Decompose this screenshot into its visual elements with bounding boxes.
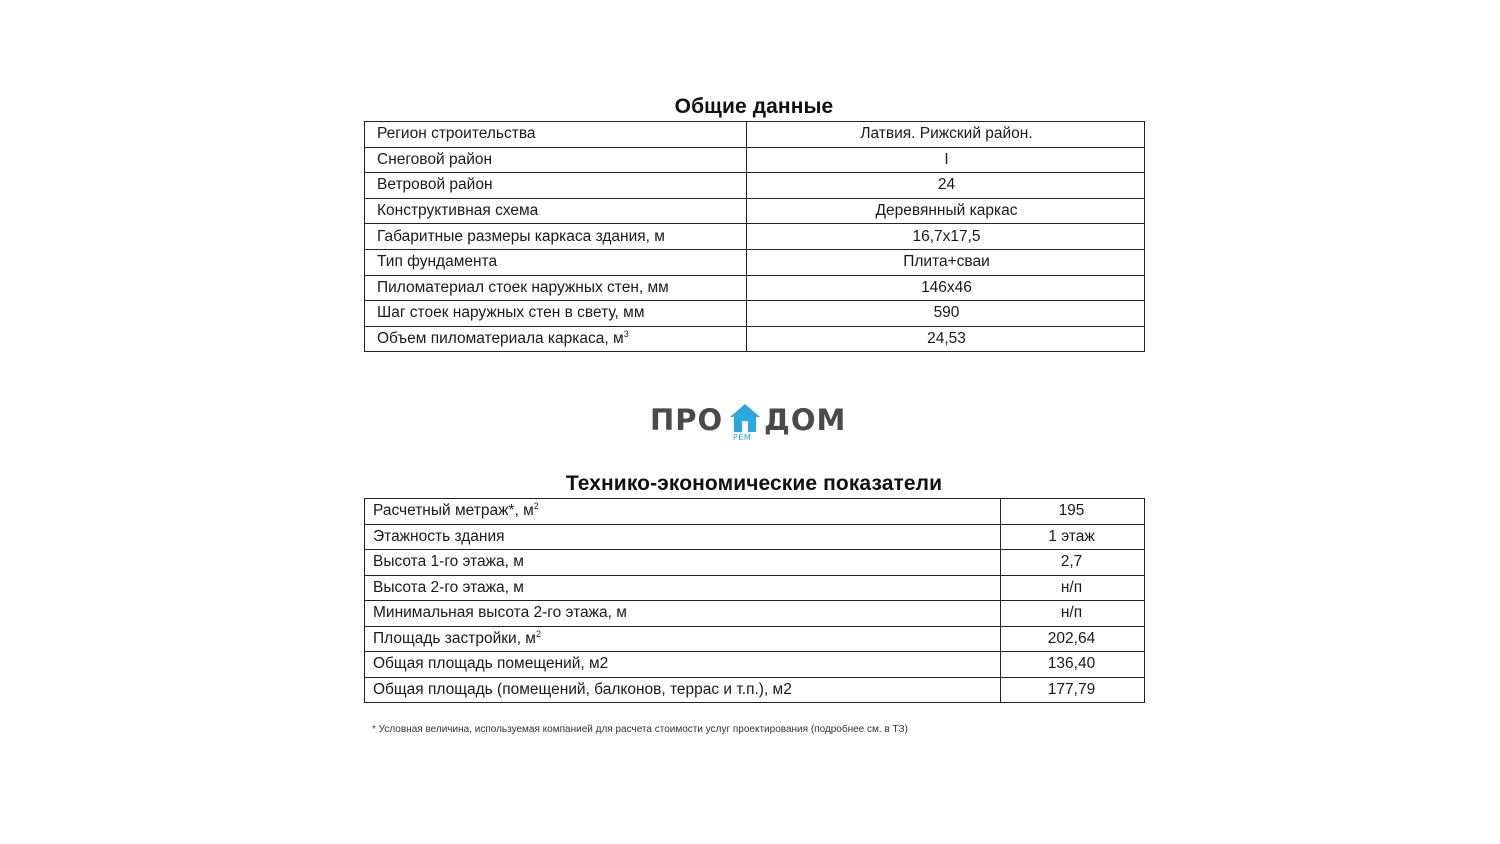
- row-label: Ветровой район: [365, 173, 747, 199]
- row-value: I: [747, 147, 1145, 173]
- table-row: [365, 249, 1145, 275]
- row-label: Тип фундамента: [365, 249, 747, 275]
- table-row: [365, 677, 1145, 703]
- row-label: Общая площадь (помещений, балконов, террас и т.п.), м2: [365, 677, 1001, 703]
- table-row: [365, 326, 1145, 352]
- row-label: Шаг стоек наружных стен в свету, мм: [365, 301, 747, 327]
- row-value: 195: [1001, 499, 1145, 525]
- table-row: [365, 499, 1145, 525]
- row-label: Площадь застройки, $м^2$: [365, 626, 1001, 652]
- row-label: Расчетный метраж*, $м^2$: [365, 499, 1001, 525]
- company-logo: [650, 400, 850, 446]
- table-row: [365, 147, 1145, 173]
- table-row: [365, 601, 1145, 627]
- table-row: [365, 122, 1145, 148]
- superscript: 2: [533, 501, 539, 512]
- logo-sub: РЕМ: [733, 433, 752, 442]
- tep-table: [364, 498, 1145, 703]
- row-value: 16,7х17,5: [747, 224, 1145, 250]
- row-value: 24: [747, 173, 1145, 199]
- row-label: Конструктивная схема: [365, 198, 747, 224]
- table-row: [365, 652, 1145, 678]
- row-label: Минимальная высота 2-го этажа, м: [365, 601, 1001, 627]
- row-value: 146х46: [747, 275, 1145, 301]
- row-value: 136,40: [1001, 652, 1145, 678]
- row-value: Деревянный каркас: [747, 198, 1145, 224]
- table-row: [365, 524, 1145, 550]
- table-row: [365, 550, 1145, 576]
- row-label: Высота 2-го этажа, м: [365, 575, 1001, 601]
- table-row: [365, 575, 1145, 601]
- table-row: [365, 173, 1145, 199]
- logo-word-right: ДОМ: [764, 403, 847, 437]
- row-value: 24,53: [747, 326, 1145, 352]
- row-value: н/п: [1001, 601, 1145, 627]
- general-data-table: [364, 121, 1145, 352]
- row-label: Высота 1-го этажа, м: [365, 550, 1001, 576]
- table-row: [365, 275, 1145, 301]
- table-row: [365, 198, 1145, 224]
- footnote: * Условная величина, используемая компанией для расчета стоимости услуг проектирования (подробнее см. в ТЗ): [372, 724, 908, 735]
- superscript: 3: [623, 329, 629, 340]
- row-value: 2,7: [1001, 550, 1145, 576]
- table-row: [365, 626, 1145, 652]
- tep-title: Технико-экономические показатели: [565, 472, 943, 495]
- row-label: Общая площадь помещений, м2: [365, 652, 1001, 678]
- row-value: Латвия. Рижский район.: [747, 122, 1145, 148]
- house-icon: [729, 403, 761, 433]
- table-row: [365, 301, 1145, 327]
- row-label: Этажность здания: [365, 524, 1001, 550]
- row-value: 177,79: [1001, 677, 1145, 703]
- row-value: 202,64: [1001, 626, 1145, 652]
- row-label: Габаритные размеры каркаса здания, м: [365, 224, 747, 250]
- general-data-title: Общие данные: [674, 95, 834, 118]
- row-label: Регион строительства: [365, 122, 747, 148]
- row-label: Пиломатериал стоек наружных стен, мм: [365, 275, 747, 301]
- row-value: н/п: [1001, 575, 1145, 601]
- table-row: [365, 224, 1145, 250]
- row-label: Снеговой район: [365, 147, 747, 173]
- row-label: Объем пиломатериала каркаса, $м^3$: [365, 326, 747, 352]
- row-value: 590: [747, 301, 1145, 327]
- superscript: 2: [535, 628, 541, 639]
- logo-word-left: ПРО: [650, 403, 724, 437]
- row-value: 1 этаж: [1001, 524, 1145, 550]
- row-value: Плита+сваи: [747, 249, 1145, 275]
